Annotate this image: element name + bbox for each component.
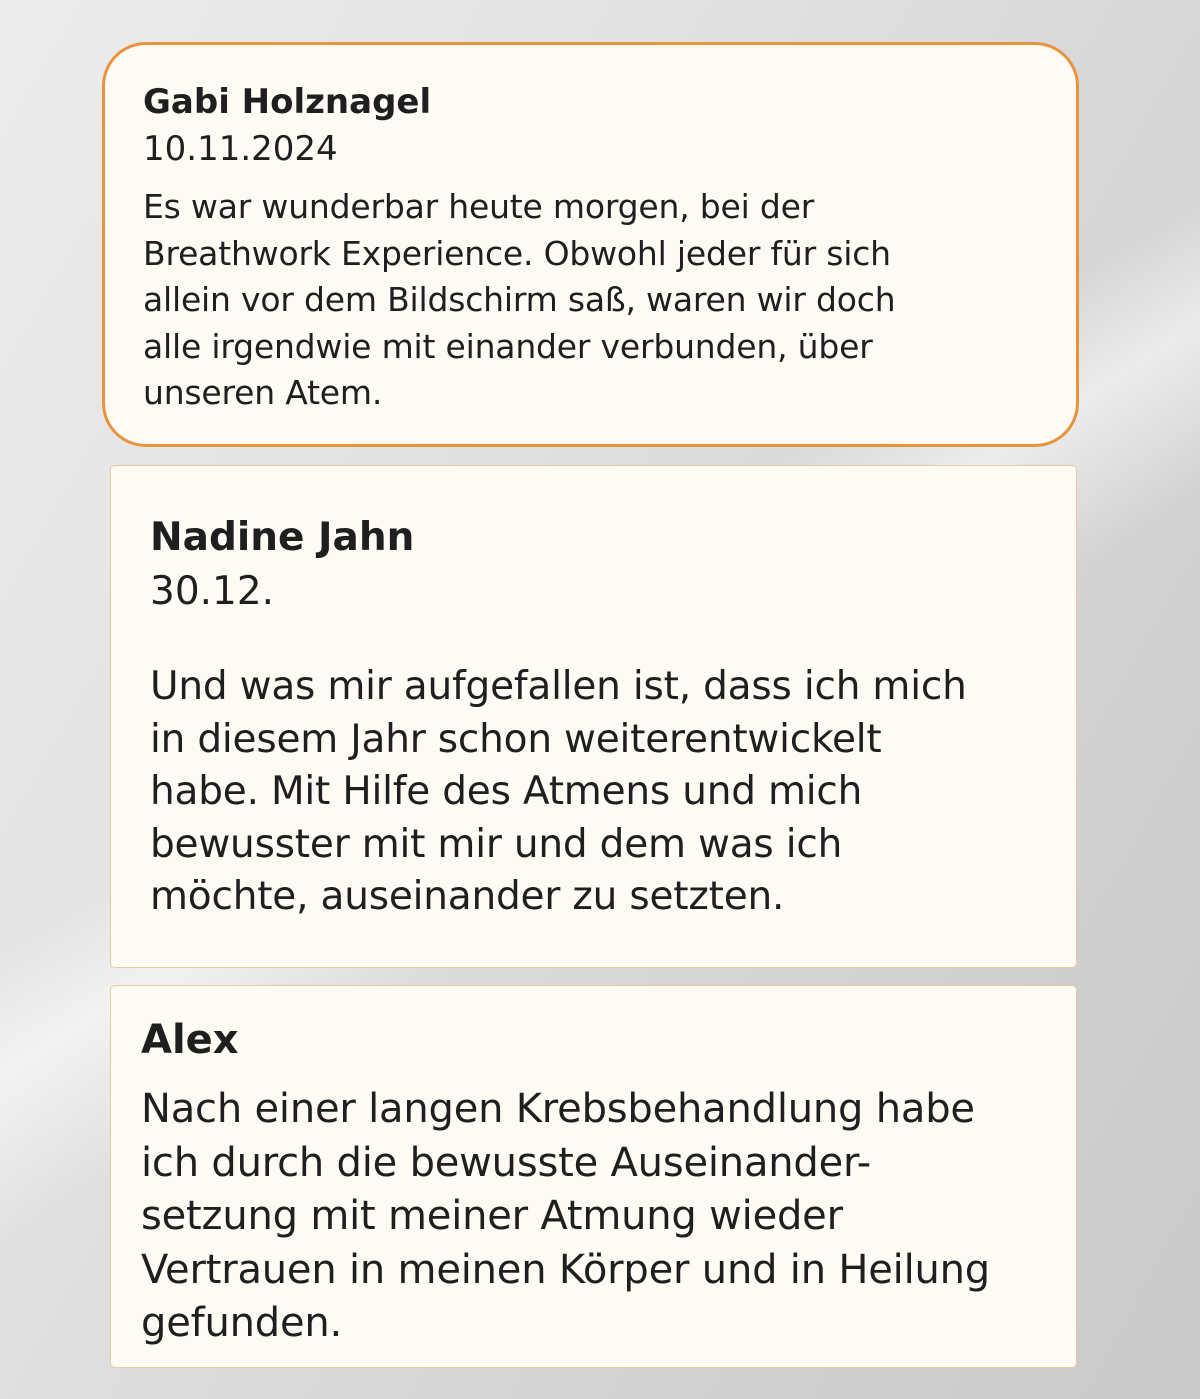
testimonial-card	[110, 985, 1077, 1368]
testimonial-author: Nadine Jahn	[150, 515, 415, 560]
testimonial-text: Nach einer langen Krebsbehandlung habe ich durch die bewusste Auseinander- setzung mit meiner Atmung wieder Vertrauen in meinen Körper und in Heilung gefunden.	[141, 1086, 990, 1346]
testimonial-text: Es war wunderbar heute morgen, bei der Breathwork Experience. Obwohl jeder für sich allein vor dem Bildschirm saß, waren wir doch alle irgendwie mit einander verbunden, über unseren Atem.	[143, 187, 896, 412]
testimonial-author: Gabi Holznagel	[143, 82, 432, 122]
testimonial-author: Alex	[141, 1017, 239, 1063]
testimonial-date: 10.11.2024	[143, 129, 338, 169]
testimonial-date: 30.12.	[150, 569, 275, 614]
testimonial-text: Und was mir aufgefallen ist, dass ich mich in diesem Jahr schon weiterentwickelt habe. Mit Hilfe des Atmens und mich bewusster mit mir und dem was ich möchte, auseinander zu setzten.	[150, 664, 967, 919]
testimonial-card	[110, 465, 1077, 968]
testimonial-card-highlighted	[102, 42, 1079, 447]
